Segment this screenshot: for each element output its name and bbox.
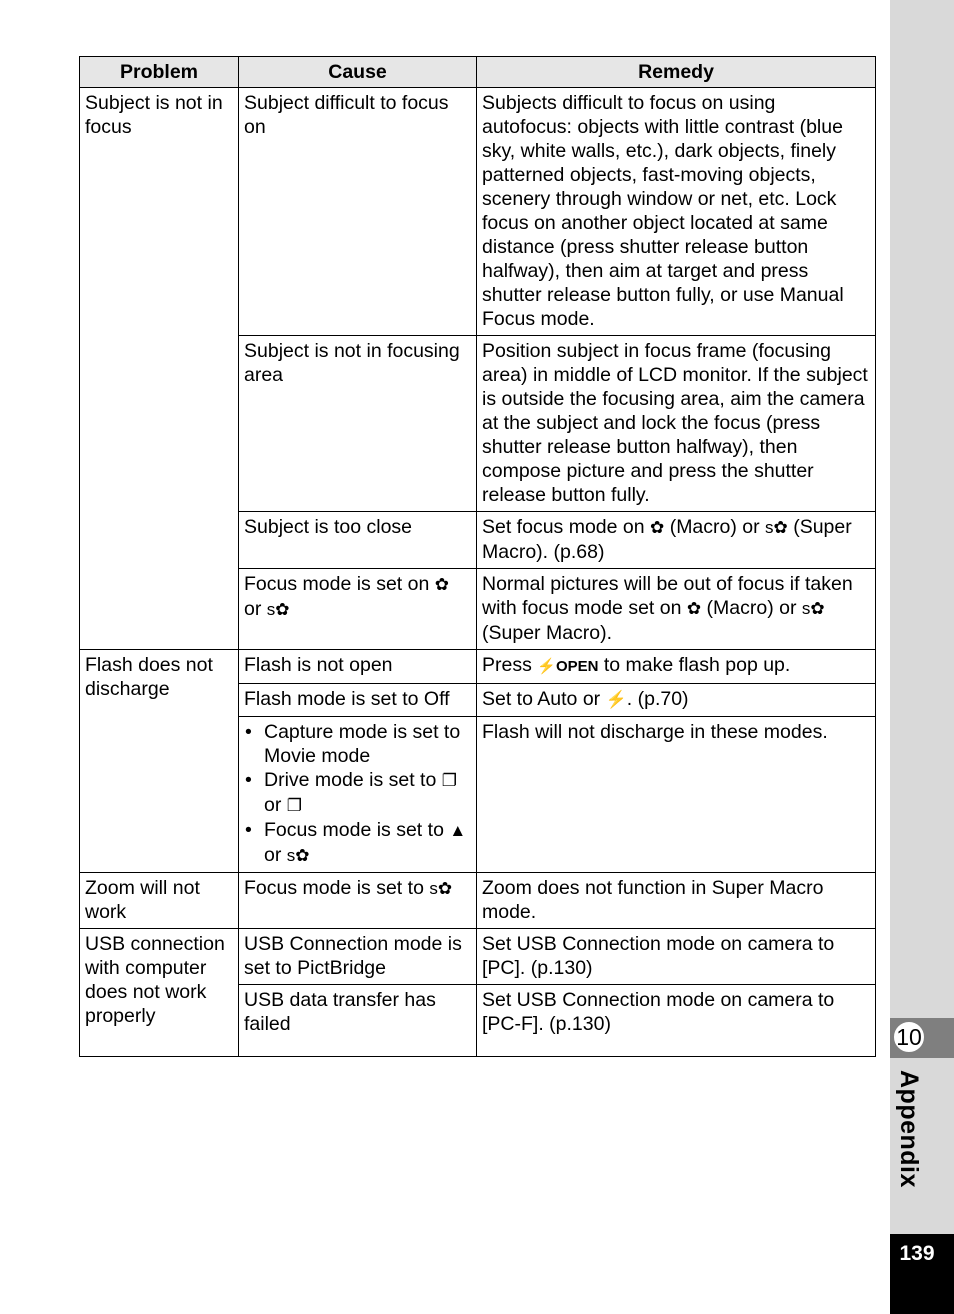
cause-bullet-list <box>244 720 471 868</box>
remedy-text: Set focus mode on <box>482 516 651 538</box>
remedy-text: (Macro) or <box>664 516 766 538</box>
chapter-number: 10 <box>892 1020 926 1054</box>
problem-cell: Flash does not discharge <box>80 650 239 873</box>
macro-icon: ✿ <box>650 518 665 537</box>
remedy-cell: Flash will not discharge in these modes. <box>477 717 876 873</box>
cause-cell: Subject difficult to focus on <box>239 88 477 336</box>
header-remedy: Remedy <box>477 57 876 88</box>
remedy-cell <box>477 684 876 717</box>
problem-cell: Subject is not in focus <box>80 88 239 650</box>
cause-cell: Flash mode is set to Off <box>239 684 477 717</box>
high-speed-continuous-icon: ❐ <box>286 796 303 815</box>
macro-icon: ✿ <box>686 599 702 618</box>
problem-cell: Zoom will not work <box>80 873 239 929</box>
problem-cell: USB connection with computer does not work properly <box>80 929 239 1057</box>
cause-cell: Flash is not open <box>239 650 477 684</box>
remedy-cell: Subjects difficult to focus on using autofocus: objects with little contrast (blue sky, white walls, etc.), dark objects, finely patterned objects, fast-moving objects, scenery through window or net, etc. Lock focus on another object located at same distance (press shutter release button halfway), then aim at target and press shutter release button fully, or use Manual Focus mode. <box>477 88 876 336</box>
super-macro-icon: s✿ <box>266 600 290 619</box>
cause-cell: USB data transfer has failed <box>239 985 477 1057</box>
remedy-cell <box>477 512 876 569</box>
cause-cell <box>239 873 477 929</box>
page-number: 139 <box>899 1242 935 1265</box>
table-row <box>80 929 876 985</box>
list-item <box>264 818 471 868</box>
cause-text: or <box>244 598 267 620</box>
remedy-text: Set to Auto or <box>482 688 606 710</box>
super-macro-icon: s✿ <box>286 846 310 865</box>
remedy-text: to make flash pop up. <box>598 654 791 676</box>
cause-text: or <box>264 794 287 816</box>
cause-text: Focus mode is set to <box>244 877 424 899</box>
remedy-text: Press <box>482 654 538 676</box>
cause-cell <box>239 717 477 873</box>
table-row <box>80 873 876 929</box>
remedy-text: . (p.70) <box>626 688 689 710</box>
super-macro-icon: s✿ <box>801 599 825 618</box>
remedy-cell: Set USB Connection mode on camera to [PC-F]. (p.130) <box>477 985 876 1057</box>
cause-cell: Subject is not in focusing area <box>239 336 477 512</box>
continuous-shooting-icon: ❐ <box>441 771 457 790</box>
table-row <box>80 88 876 336</box>
remedy-cell: Zoom does not function in Super Macro mode. <box>477 873 876 929</box>
header-problem: Problem <box>80 57 239 88</box>
remedy-cell: Position subject in focus frame (focusing area) in middle of LCD monitor. If the subject is outside the focusing area, aim the camera at the subject and lock the focus (press shutter release button halfway), then compose picture and press the shutter release button fully. <box>477 336 876 512</box>
remedy-cell: Set USB Connection mode on camera to [PC]. (p.130) <box>477 929 876 985</box>
cause-cell: USB Connection mode is set to PictBridge <box>239 929 477 985</box>
chapter-title: Appendix <box>895 1070 923 1188</box>
remedy-text: (Macro) or <box>701 597 802 619</box>
cause-cell: Subject is too close <box>239 512 477 569</box>
macro-icon: ✿ <box>434 575 450 594</box>
header-cause: Cause <box>239 57 477 88</box>
list-item <box>264 720 471 768</box>
list-item <box>264 768 471 818</box>
super-macro-icon: s✿ <box>765 518 788 537</box>
cause-cell <box>239 569 477 650</box>
cause-text: Focus mode is set on <box>244 573 435 595</box>
flash-open-icon: ⚡OPEN <box>537 658 599 675</box>
cause-text: Drive mode is set to <box>264 769 442 791</box>
table-header-row <box>80 57 876 88</box>
super-macro-icon: s✿ <box>429 879 453 898</box>
remedy-text: (Super Macro). <box>482 622 613 644</box>
remedy-cell <box>477 650 876 684</box>
infinity-landscape-icon: ▲ <box>449 821 467 840</box>
troubleshooting-table <box>79 56 876 1057</box>
remedy-text: (Super Macro). (p.68) <box>482 516 852 563</box>
cause-text: Capture mode is set to Movie mode <box>264 721 461 767</box>
remedy-cell <box>477 569 876 650</box>
cause-text: or <box>264 844 287 866</box>
cause-text: Focus mode is set to <box>264 819 450 841</box>
remedy-text: Normal pictures will be out of focus if taken with focus mode set on <box>482 573 853 619</box>
flash-on-icon: ⚡ <box>605 690 627 709</box>
table-row <box>80 650 876 684</box>
